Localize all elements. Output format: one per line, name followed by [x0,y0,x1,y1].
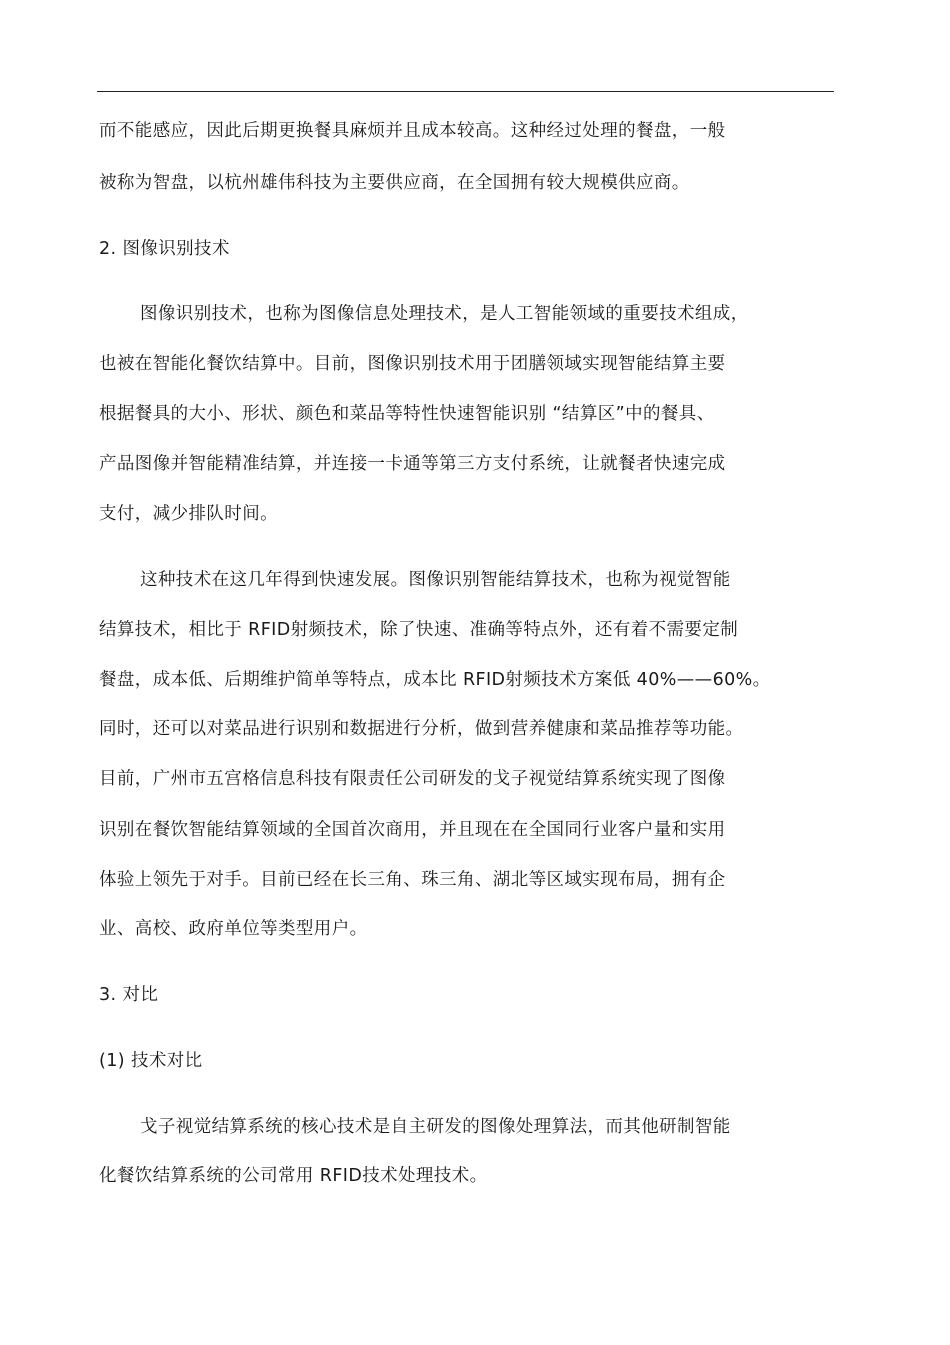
section-heading: 2. 图像识别技术 [99,239,230,259]
text-line: 而不能感应，因此后期更换餐具麻烦并且成本较高。这种经过处理的餐盘，一般 [99,121,726,141]
text-line: 这种技术在这几年得到快速发展。图像识别智能结算技术，也称为视觉智能 [140,570,731,590]
text-line: 体验上领先于对手。目前已经在长三角、珠三角、湖北等区域实现布局，拥有企 [99,870,726,890]
text-line: 也被在智能化餐饮结算中。目前，图像识别技术用于团膳领域实现智能结算主要 [99,354,726,374]
text-line: 被称为智盘，以杭州雄伟科技为主要供应商，在全国拥有较大规模供应商。 [99,173,690,193]
text-line: 业、高校、政府单位等类型用户。 [99,919,368,939]
text-line: 餐盘，成本低、后期维护简单等特点，成本比 RFID射频技术方案低 40%——60%。 [99,670,771,690]
text-line: 同时，还可以对菜品进行识别和数据进行分析，做到营养健康和菜品推荐等功能。 [99,719,744,739]
text-line: 识别在餐饮智能结算领域的全国首次商用，并且现在在全国同行业客户量和实用 [99,820,726,840]
text-line: 目前，广州市五宫格信息科技有限责任公司研发的戈子视觉结算系统实现了图像 [99,769,726,789]
text-line: 化餐饮结算系统的公司常用 RFID技术处理技术。 [99,1166,488,1186]
text-line: 支付，减少排队时间。 [99,504,278,524]
text-line: 根据餐具的大小、形状、颜色和菜品等特性快速智能识别 “结算区”中的餐具、 [99,404,715,424]
text-line: 图像识别技术，也称为图像信息处理技术，是人工智能领域的重要技术组成， [140,304,749,324]
header-rule [97,91,834,92]
text-line: 结算技术，相比于 RFID射频技术，除了快速、准确等特点外，还有着不需要定制 [99,620,739,640]
text-line: 戈子视觉结算系统的核心技术是自主研发的图像处理算法，而其他研制智能 [140,1117,731,1137]
section-heading: 3. 对比 [99,985,159,1005]
subsection-heading: (1) 技术对比 [99,1051,203,1071]
text-line: 产品图像并智能精准结算，并连接一卡通等第三方支付系统，让就餐者快速完成 [99,454,726,474]
